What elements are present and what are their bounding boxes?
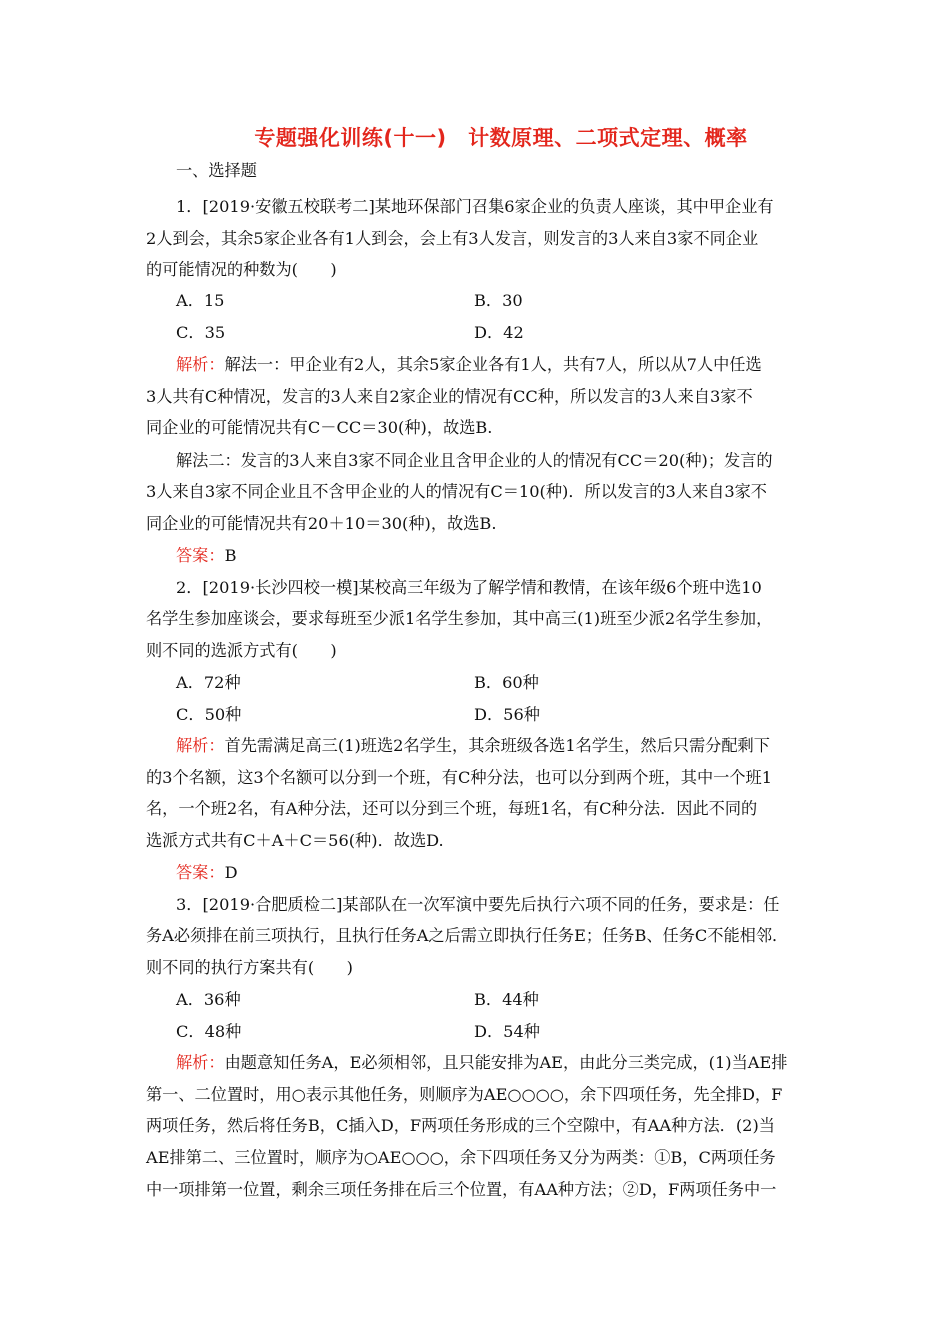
q2-answer xyxy=(176,862,810,884)
q3-stem-line: 务A必须排在前三项执行，且执行任务A之后需立即执行任务E；任务B、任务C不能相邻． xyxy=(146,926,789,945)
q2-option-b: B．60种 xyxy=(474,673,539,692)
q3-analysis-line: 两项任务，然后将任务B，C插入D，F两项任务形成的三个空隙中，有AA种方法．(2)当 xyxy=(146,1116,775,1135)
q1-option-d: D．42 xyxy=(474,323,524,342)
q3-option-b: B．44种 xyxy=(474,990,539,1009)
page-title: 专题强化训练(十一) 计数原理、二项式定理、概率 xyxy=(254,126,748,150)
q3-analysis-line: AE排第二、三位置时，顺序为○AE○○○，余下四项任务又分为两类：①B，C两项任务 xyxy=(146,1148,776,1167)
q2-option-c: C．50种 xyxy=(176,705,242,724)
q1-analysis-line xyxy=(176,354,810,376)
q1-stem-line: 1．[2019·安徽五校联考二]某地环保部门召集6家企业的负责人座谈，其中甲企业有 xyxy=(176,197,774,216)
q2-analysis-line xyxy=(176,735,810,757)
q1-stem-line: 的可能情况的种数为( ) xyxy=(146,260,337,279)
q1-option-b: B．30 xyxy=(474,291,523,310)
q2-analysis-line: 的3个名额，这3个名额可以分到一个班，有C种分法，也可以分到两个班，其中一个班1 xyxy=(146,768,773,787)
q3-option-d: D．54种 xyxy=(474,1022,540,1041)
q3-analysis-line: 中一项排第一位置，剩余三项任务排在后三个位置，有AA种方法；②D，F两项任务中一 xyxy=(146,1180,777,1199)
q2-stem-line: 2．[2019·长沙四校一模]某校高三年级为了解学情和教情，在该年级6个班中选10 xyxy=(176,578,762,597)
q2-stem-line: 则不同的选派方式有( ) xyxy=(146,641,337,660)
q1-analysis-line: 3人来自3家不同企业且不含甲企业的人的情况有C＝10(种)．所以发言的3人来自3家不 xyxy=(146,482,767,501)
analysis-text: 由题意知任务A，E必须相邻，且只能安排为AE，由此分三类完成，(1)当AE排 xyxy=(224,1053,788,1072)
q1-analysis-line: 3人共有C种情况，发言的3人来自2家企业的情况有CC种，所以发言的3人来自3家不 xyxy=(146,387,753,406)
q2-option-d: D．56种 xyxy=(474,705,540,724)
analysis-label: 解析： xyxy=(176,1053,225,1072)
q1-analysis-line: 解法二：发言的3人来自3家不同企业且含甲企业的人的情况有CC＝20(种)；发言的 xyxy=(176,451,773,470)
answer-label: 答案： xyxy=(176,546,225,565)
q3-option-c: C．48种 xyxy=(176,1022,242,1041)
analysis-label: 解析： xyxy=(176,736,225,755)
q2-analysis-line: 选派方式共有C＋A＋C＝56(种)．故选D. xyxy=(146,831,444,850)
q2-analysis-line: 名，一个班2名，有A种分法，还可以分到三个班，每班1名，有C种分法．因此不同的 xyxy=(146,799,758,818)
q1-answer xyxy=(176,545,810,567)
answer-value: D xyxy=(224,863,238,882)
section-heading: 一、选择题 xyxy=(176,161,257,180)
q1-option-c: C．35 xyxy=(176,323,226,342)
q1-option-a: A．15 xyxy=(176,291,225,310)
analysis-text: 首先需满足高三(1)班选2名学生，其余班级各选1名学生，然后只需分配剩下 xyxy=(224,736,770,755)
q3-stem-line: 3．[2019·合肥质检二]某部队在一次军演中要先后执行六项不同的任务，要求是：任 xyxy=(176,895,780,914)
q1-analysis-line: 同企业的可能情况共有C－CC＝30(种)，故选B. xyxy=(146,418,493,437)
q3-option-a: A．36种 xyxy=(176,990,241,1009)
q2-option-a: A．72种 xyxy=(176,673,241,692)
q3-analysis-line xyxy=(176,1052,810,1074)
analysis-text: 解法一：甲企业有2人，其余5家企业各有1人，共有7人，所以从7人中任选 xyxy=(224,355,762,374)
answer-label: 答案： xyxy=(176,863,225,882)
analysis-label: 解析： xyxy=(176,355,225,374)
q2-stem-line: 名学生参加座谈会，要求每班至少派1名学生参加，其中高三(1)班至少派2名学生参加， xyxy=(146,609,773,628)
q3-analysis-line: 第一、二位置时，用○表示其他任务，则顺序为AE○○○○，余下四项任务，先全排D，F xyxy=(146,1085,783,1104)
q1-stem-line: 2人到会，其余5家企业各有1人到会，会上有3人发言，则发言的3人来自3家不同企业 xyxy=(146,229,759,248)
answer-value: B xyxy=(224,546,237,565)
q3-stem-line: 则不同的执行方案共有( ) xyxy=(146,958,353,977)
q1-analysis-line: 同企业的可能情况共有20＋10＝30(种)，故选B. xyxy=(146,514,497,533)
